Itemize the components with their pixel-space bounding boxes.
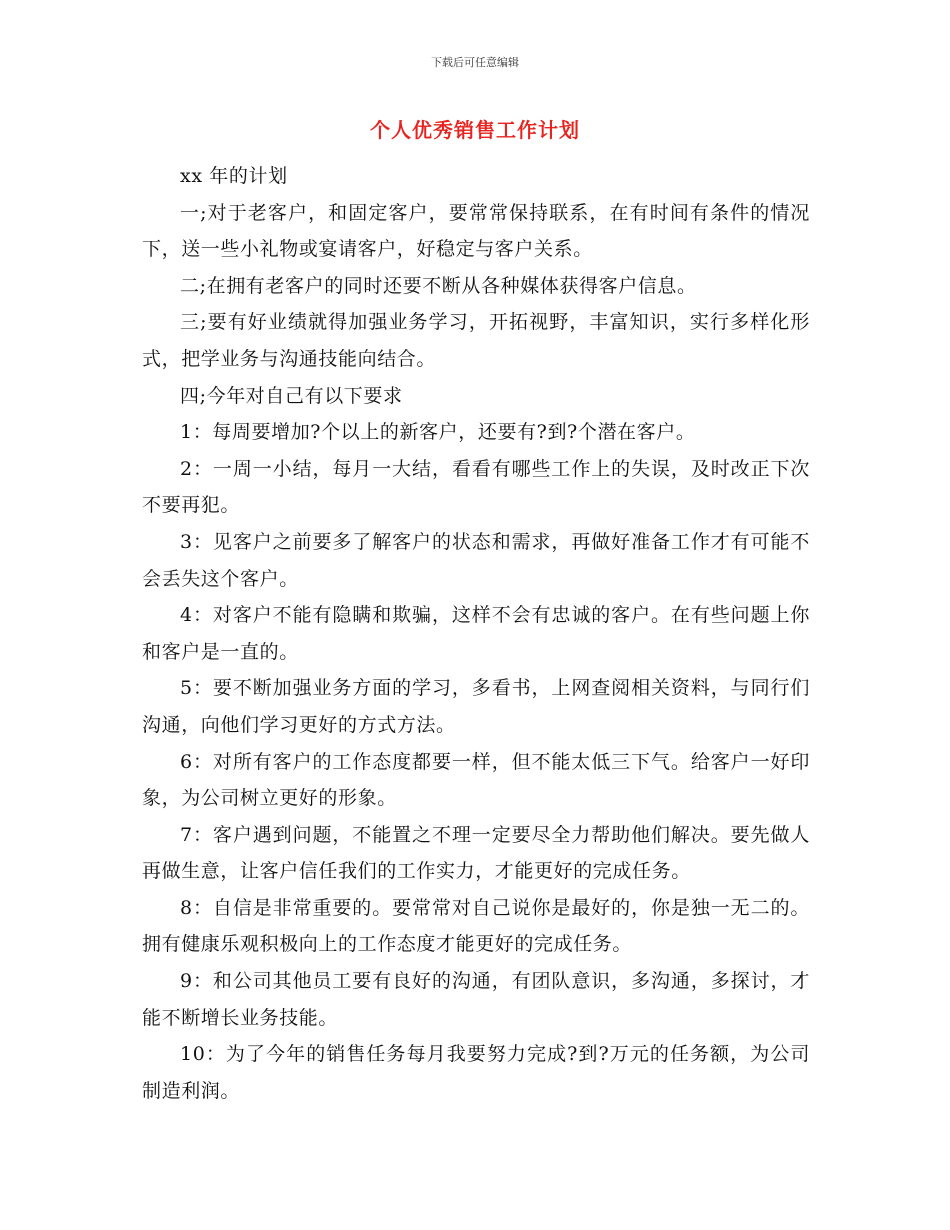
paragraph-requirement-1: 1：每周要增加?个以上的新客户，还要有?到?个潜在客户。 — [180, 421, 696, 444]
paragraph-requirement-5: 5：要不断加强业务方面的学习，多看书，上网查阅相关资料，与同行们沟通，向他们学习更好的方式方法。 — [142, 677, 810, 736]
paragraph-requirement-9: 9：和公司其他员工要有良好的沟通，有团队意识，多沟通，多探讨，才能不断增长业务技能。 — [142, 970, 810, 1029]
paragraph-requirement-2: 2：一周一小结，每月一大结，看看有哪些工作上的失误，及时改正下次不要再犯。 — [142, 457, 810, 517]
paragraph-requirement-4: 4：对客户不能有隐瞒和欺骗，这样不会有忠诚的客户。在有些问题上你和客户是一直的。 — [142, 604, 810, 663]
header-note: 下载后可任意编辑 — [431, 56, 519, 69]
paragraph-item-three: 三;要有好业绩就得加强业务学习，开拓视野，丰富知识，实行多样化形式，把学业务与沟通技能向结合。 — [142, 311, 810, 370]
paragraph-item-one: 一;对于老客户，和固定客户，要常常保持联系，在有时间有条件的情况下，送一些小礼物或宴请客户，好稳定与客户关系。 — [142, 201, 810, 261]
paragraph-requirement-6: 6：对所有客户的工作态度都要一样，但不能太低三下气。给客户一好印象，为公司树立更好的形象。 — [142, 750, 810, 810]
paragraph-requirement-8: 8：自信是非常重要的。要常常对自己说你是最好的，你是独一无二的。拥有健康乐观积极向上的工作态度才能更好的完成任务。 — [142, 896, 810, 956]
paragraph-requirement-10: 10：为了今年的销售任务每月我要努力完成?到?万元的任务额，为公司制造利润。 — [142, 1043, 810, 1102]
paragraph-requirement-7: 7：客户遇到问题，不能置之不理一定要尽全力帮助他们解决。要先做人再做生意，让客户信任我们的工作实力，才能更好的完成任务。 — [142, 823, 810, 883]
paragraph-year-plan: xx 年的计划 — [180, 165, 288, 187]
document-title: 个人优秀销售工作计划 — [370, 118, 580, 142]
paragraph-item-two: 二;在拥有老客户的同时还要不断从各种媒体获得客户信息。 — [180, 274, 697, 297]
document-body — [142, 158, 810, 1109]
paragraph-requirement-3: 3：见客户之前要多了解客户的状态和需求，再做好准备工作才有可能不会丢失这个客户。 — [142, 530, 810, 590]
paragraph-item-four: 四;今年对自己有以下要求 — [180, 384, 403, 407]
